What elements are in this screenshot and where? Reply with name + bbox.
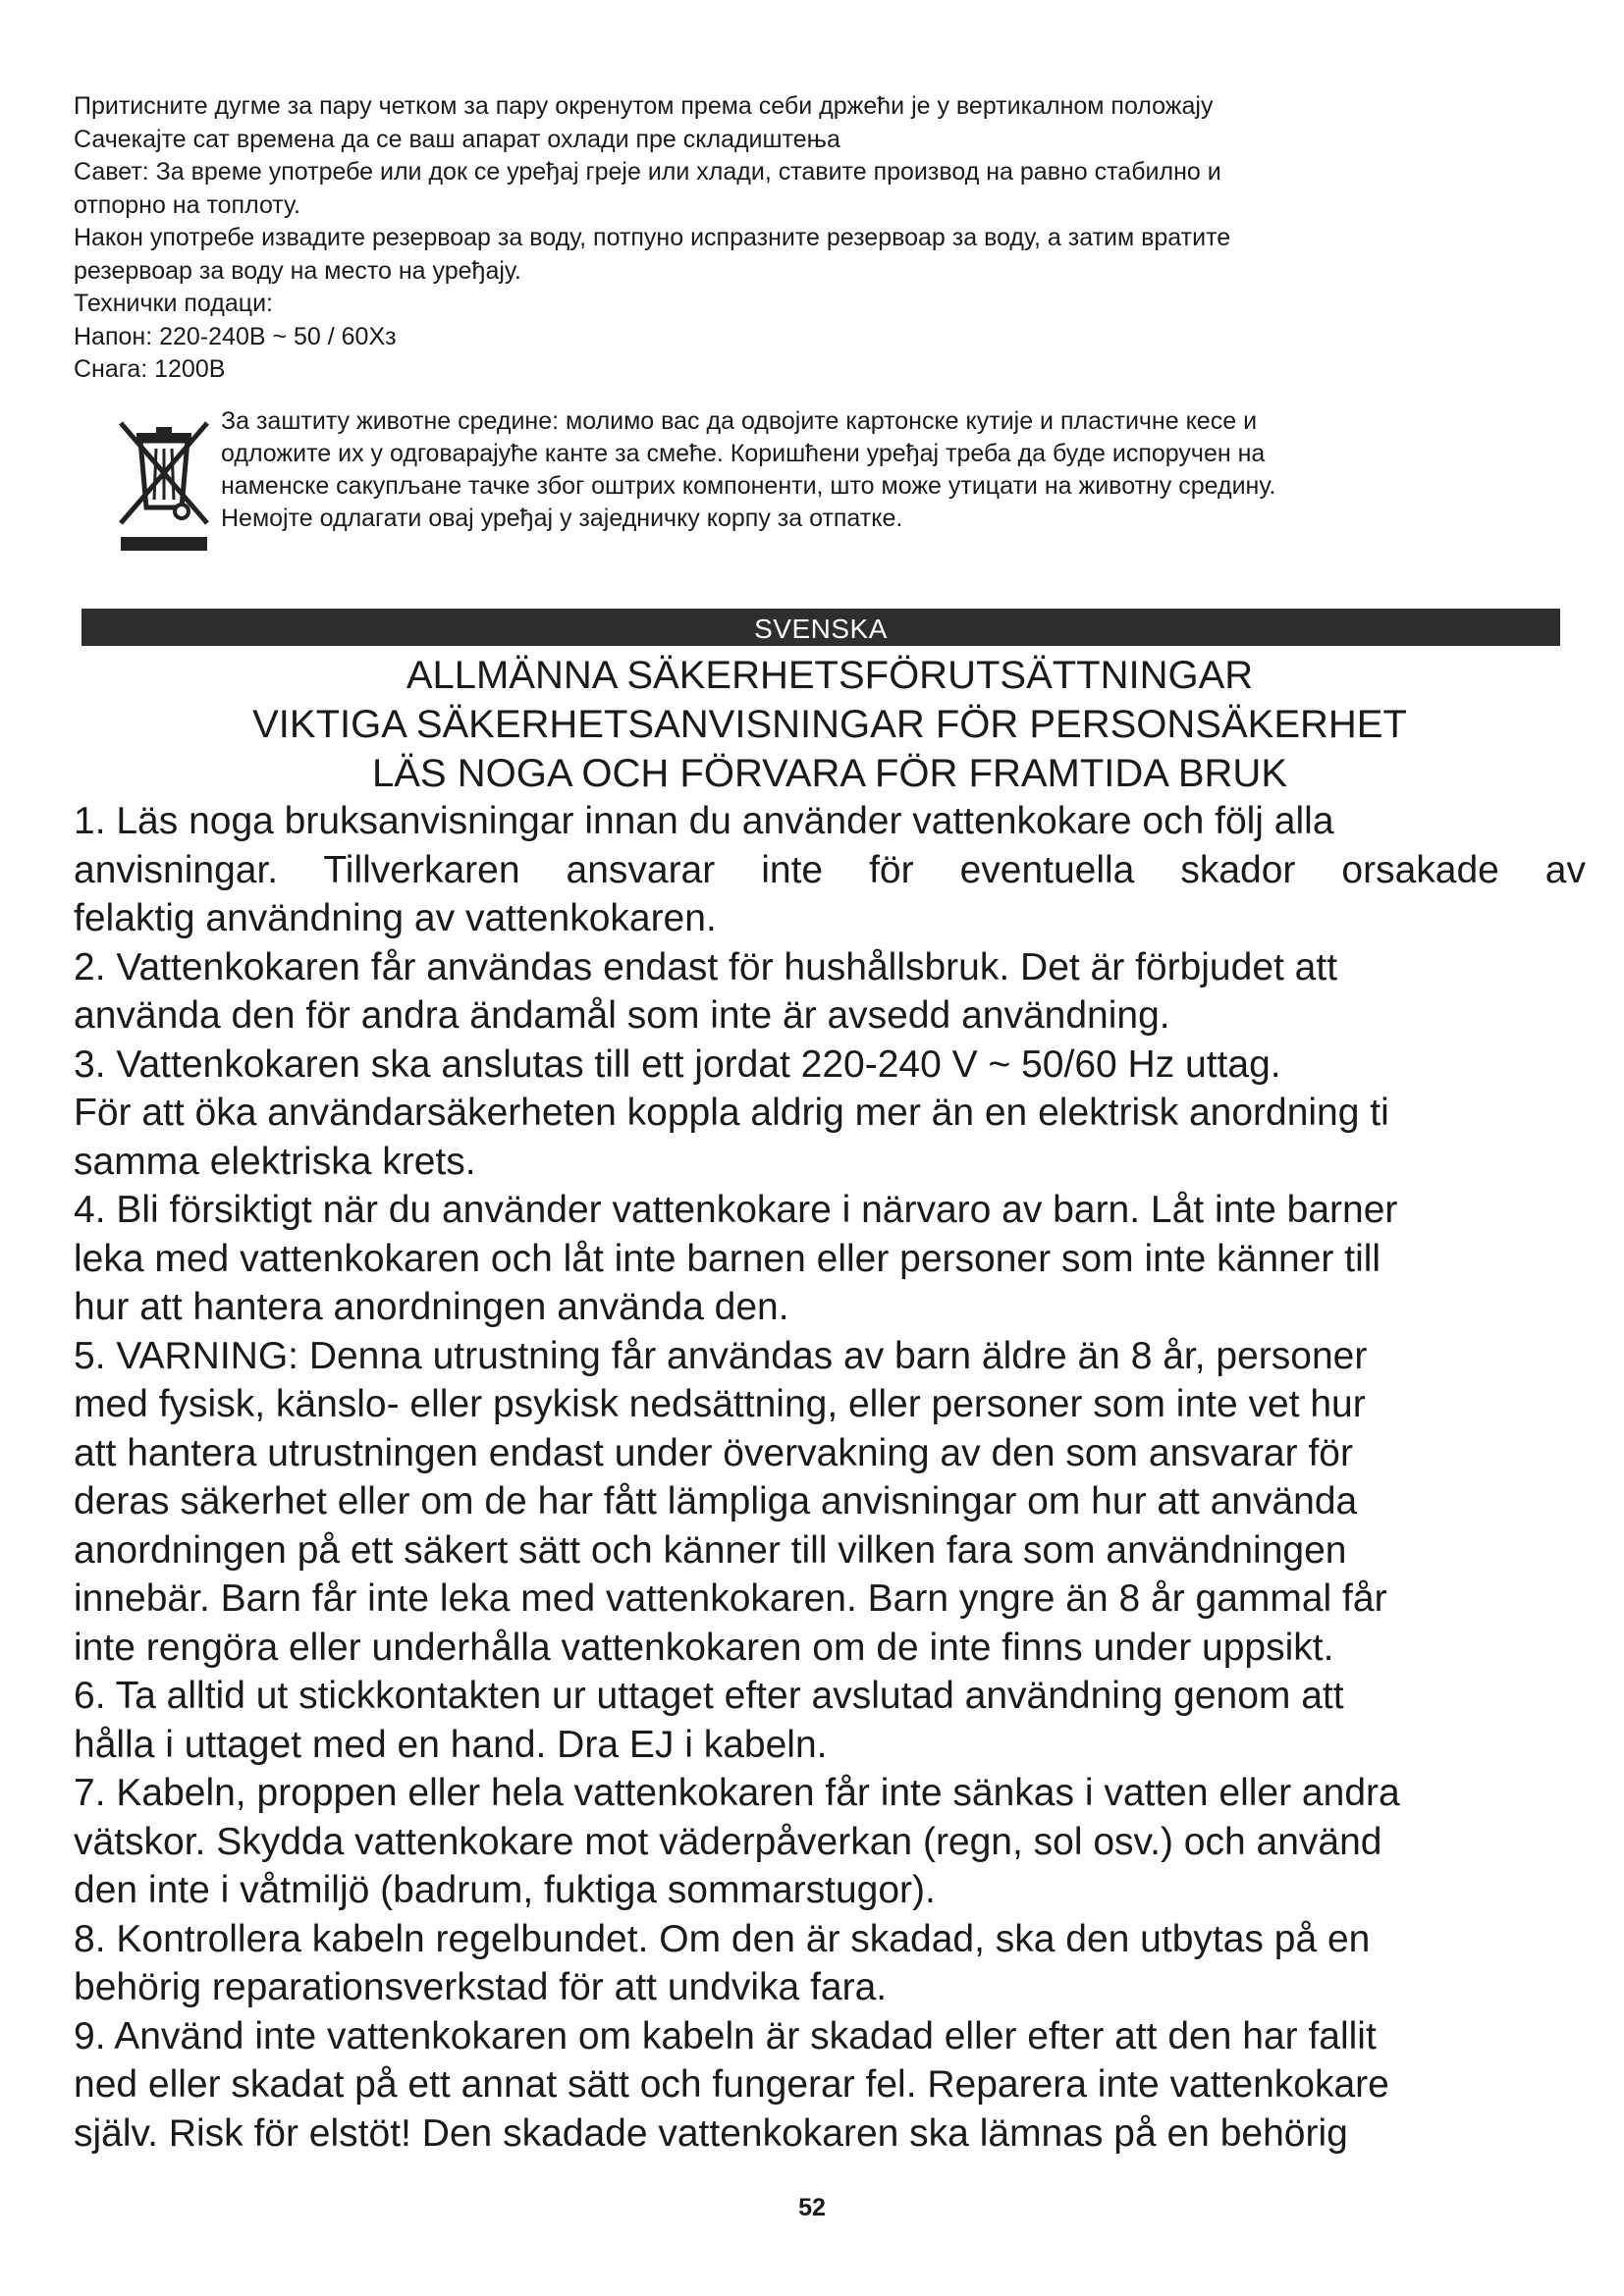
list-line: inte rengöra eller underhålla vattenkokaren om de inte finns under uppsikt. [74,1626,1334,1669]
list-line: deras säkerhet eller om de har fått lämpliga anvisningar om hur att använda [74,1480,1358,1522]
recycling-notice [74,405,1586,553]
list-line: själv. Risk för elstöt! Den skadade vattenkokaren ska lämnas på en behörig [74,2111,1348,2155]
list-line: 4. Bli försiktigt när du använder vattenkokare i närvaro av barn. Låt inte barner [74,1189,1398,1231]
list-line: att hantera utrustningen endast under övervakning av den som ansvarar för [74,1431,1353,1474]
serbian-line: отпорно на топлоту. [74,190,300,219]
list-line: 7. Kabeln, proppen eller hela vattenkokaren får inte sänkas i vatten eller andra [74,1772,1400,1814]
list-line: den inte i våtmiljö (badrum, fuktiga sommarstugor). [74,1869,936,1911]
list-line: använda den för andra ändamål som inte är avsedd användning. [74,994,1170,1037]
list-line: 9. Använd inte vattenkokaren om kabeln är skadad eller efter att den har fallit [74,2014,1377,2057]
list-line: anvisningar. Tillverkaren ansvarar inte för eventuella skador orsakade av [74,848,1586,891]
swedish-safety-list [74,797,1586,2158]
recycling-line: За заштиту животне средине: молимо вас да одвојите картонске кутије и пластичне кесе и [221,407,1258,435]
list-line: behörig reparationsverkstad för att undvika fara. [74,1966,888,2008]
list-line: 3. Vattenkokaren ska anslutas till ett jordat 220-240 V ~ 50/60 Hz uttag. [74,1042,1281,1086]
list-line: För att öka användarsäkerheten koppla aldrig mer än en elektrisk anordning ti [74,1092,1389,1134]
list-line: 1. Läs noga bruksanvisningar innan du använder vattenkokare och följ alla [74,800,1334,842]
list-line: med fysisk, känslo- eller psykisk nedsättning, eller personer som inte vet hur [74,1383,1366,1425]
tech-data-heading: Технички подаци: [74,290,273,317]
list-line: 8. Kontrollera kabeln regelbundet. Om den är skadad, ska den utbytas på en [74,1917,1371,1960]
serbian-line: резервоар за воду на место на уређају. [74,256,521,285]
list-line: 5. VARNING: Denna utrustning får användas av barn äldre än 8 år, personer [74,1334,1368,1377]
list-line: hur att hantera anordningen använda den. [74,1286,789,1328]
crossed-out-wheelie-bin-icon [111,413,215,555]
heading-general-conditions: ALLMÄNNA SÄKERHETSFÖRUTSÄTTNINGAR [406,654,1254,697]
list-line: felaktig användning av vattenkokaren. [74,897,717,939]
recycling-line: наменске сакупљане тачке због оштрих компоненти, што може утицати на животну средину. [221,472,1276,500]
serbian-line: Савет: За време употребе или док се уређај греје или хлади, ставите производ на равно стабилно и [74,158,1221,186]
recycling-text [221,405,1566,535]
section-banner-svenska: SVENSKA [81,609,1560,646]
list-line: ned eller skadat på ett annat sätt och fungerar fel. Reparera inte vattenkokare [74,2063,1389,2106]
heading-safety-instructions: VIKTIGA SÄKERHETSANVISNINGAR FÖR PERSONSÄKERHET [252,703,1407,746]
list-line: innebär. Barn får inte leka med vattenkokaren. Barn yngre än 8 år gammal får [74,1577,1387,1620]
list-line: 2. Vattenkokaren får användas endast för hushållsbruk. Det är förbjudet att [74,945,1338,988]
page-number: 52 [798,2194,826,2221]
swedish-headings [74,651,1586,798]
serbian-line: Након употребе извадите резервоар за воду, потпуно испразните резервоар за воду, а затим вратите [74,224,1231,251]
recycling-line: одложите их у одговарајуће канте за смеће. Коришћени уређај треба да буде испоручен на [221,440,1266,467]
list-line: 6. Ta alltid ut stickkontakten ur uttaget efter avslutad användning genom att [74,1675,1344,1717]
list-line: anordningen på ett säkert sätt och känner till vilken fara som användningen [74,1528,1347,1572]
serbian-line: Сачекајте сат времена да се ваш апарат охлади пре складиштења [74,125,840,153]
recycling-line: Немојте одлагати овај уређај у заједничку корпу за отпатке. [221,505,903,532]
list-line: vätskor. Skydda vattenkokare mot väderpåverkan (regn, sol osv.) och använd [74,1820,1382,1863]
list-line: hålla i uttaget med en hand. Dra EJ i kabeln. [74,1723,828,1766]
serbian-line: Притисните дугме за пару четком за пару окренутом према себи држећи је у вертикалном положају [74,92,1214,120]
heading-read-carefully: LÄS NOGA OCH FÖRVARA FÖR FRAMTIDA BRUK [371,752,1287,795]
tech-data-voltage: Напон: 220-240В ~ 50 / 60Хз [74,322,397,350]
tech-data-power: Снага: 1200В [74,355,226,383]
list-line: samma elektriska krets. [74,1140,476,1183]
serbian-instructions [74,90,1566,387]
list-line: leka med vattenkokaren och låt inte barnen eller personer som inte känner till [74,1237,1381,1280]
